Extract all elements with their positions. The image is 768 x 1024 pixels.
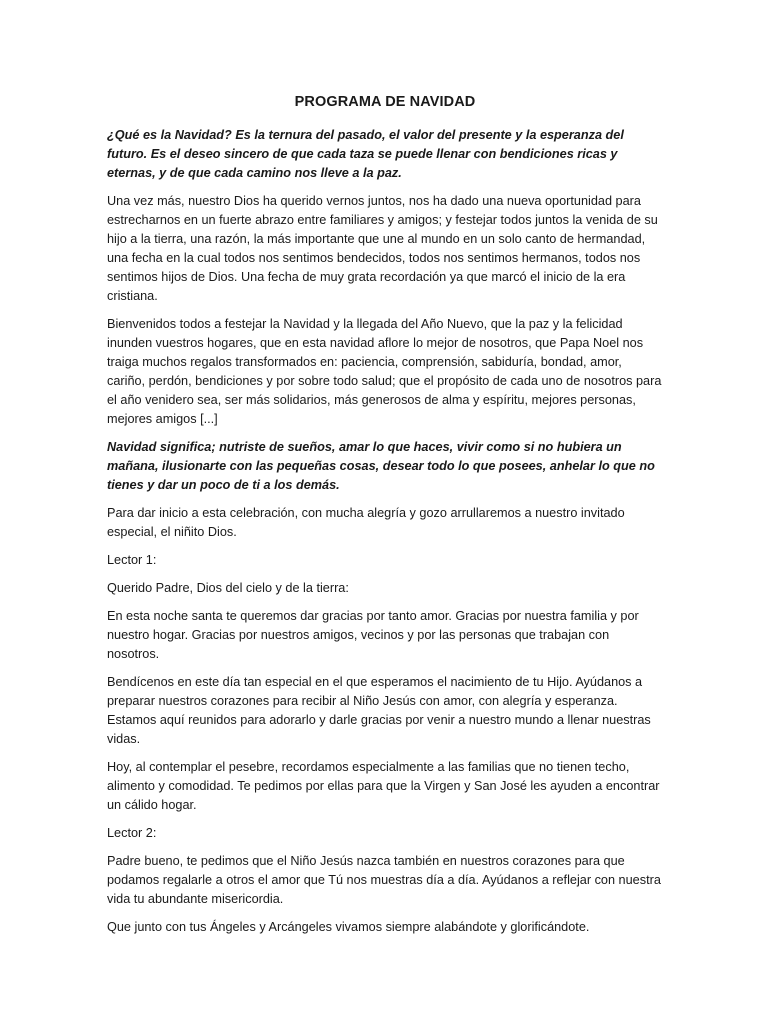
document-page	[107, 92, 663, 946]
reader-heading: Lector 2:	[107, 826, 157, 840]
body-paragraph: Para dar inicio a esta celebración, con mucha alegría y gozo arrullaremos a nuestro invitado especial, el niñito Dios.	[107, 506, 625, 539]
body-paragraph: Querido Padre, Dios del cielo y de la tierra:	[107, 581, 349, 595]
emphasis-paragraph: Navidad significa; nutriste de sueños, amar lo que haces, vivir como si no hubiera un mañana, ilusionarte con las pequeñas cosas, desear todo lo que posees, anhelar lo que no tienes y dar un poco de ti a los demás.	[107, 440, 655, 492]
body-paragraph: Una vez más, nuestro Dios ha querido vernos juntos, nos ha dado una nueva oportunidad para estrecharnos en un fuerte abrazo entre familiares y amigos; y festejar todos juntos la venida de su hijo a la tierra, una razón, la más importante que une al mundo en un solo canto de hermandad, una fecha en la cual todos nos sentimos bendecidos, todos nos sentimos hermanos, todos nos sentimos hijos de Dios. Una fecha de muy grata recordación ya que marcó el inicio de la era cristiana.	[107, 194, 658, 303]
body-paragraph: Hoy, al contemplar el pesebre, recordamos especialmente a las familias que no tienen techo, alimento y comodidad. Te pedimos por ellas para que la Virgen y San José les ayuden a encontrar un cálido hogar.	[107, 760, 660, 812]
document-title: PROGRAMA DE NAVIDAD	[294, 94, 476, 110]
body-paragraph: Que junto con tus Ángeles y Arcángeles vivamos siempre alabándote y glorificándote.	[107, 920, 590, 934]
body-paragraph: Bienvenidos todos a festejar la Navidad y la llegada del Año Nuevo, que la paz y la felicidad inunden vuestros hogares, que en esta navidad aflore lo mejor de nosotros, que Papa Noel nos traiga muchos regalos transformados en: paciencia, comprensión, sabiduría, bondad, amor, cariño, perdón, bendiciones y por sobre todo salud; que el propósito de cada uno de nosotros para el año venidero sea, ser más solidarios, más generosos de alma y espíritu, mejores personas, mejores amigos [...]	[107, 317, 662, 426]
intro-paragraph: ¿Qué es la Navidad? Es la ternura del pasado, el valor del presente y la esperanza del futuro. Es el deseo sincero de que cada taza se puede llenar con bendiciones ricas y eternas, y de que cada camino nos lleve a la paz.	[107, 128, 624, 180]
body-paragraph: Bendícenos en este día tan especial en el que esperamos el nacimiento de tu Hijo. Ayúdanos a preparar nuestros corazones para recibir al Niño Jesús con amor, con alegría y esperanza. Estamos aquí reunidos para adorarlo y darle gracias por venir a nuestro mundo a llenar nuestras vidas.	[107, 675, 651, 746]
body-paragraph: En esta noche santa te queremos dar gracias por tanto amor. Gracias por nuestra familia y por nuestro hogar. Gracias por nuestros amigos, vecinos y por las personas que trabajan con nosotros.	[107, 609, 639, 661]
reader-heading: Lector 1:	[107, 553, 157, 567]
body-paragraph: Padre bueno, te pedimos que el Niño Jesús nazca también en nuestros corazones para que podamos regalarle a otros el amor que Tú nos muestras día a día. Ayúdanos a reflejar con nuestra vida tu abundante misericordia.	[107, 854, 661, 906]
